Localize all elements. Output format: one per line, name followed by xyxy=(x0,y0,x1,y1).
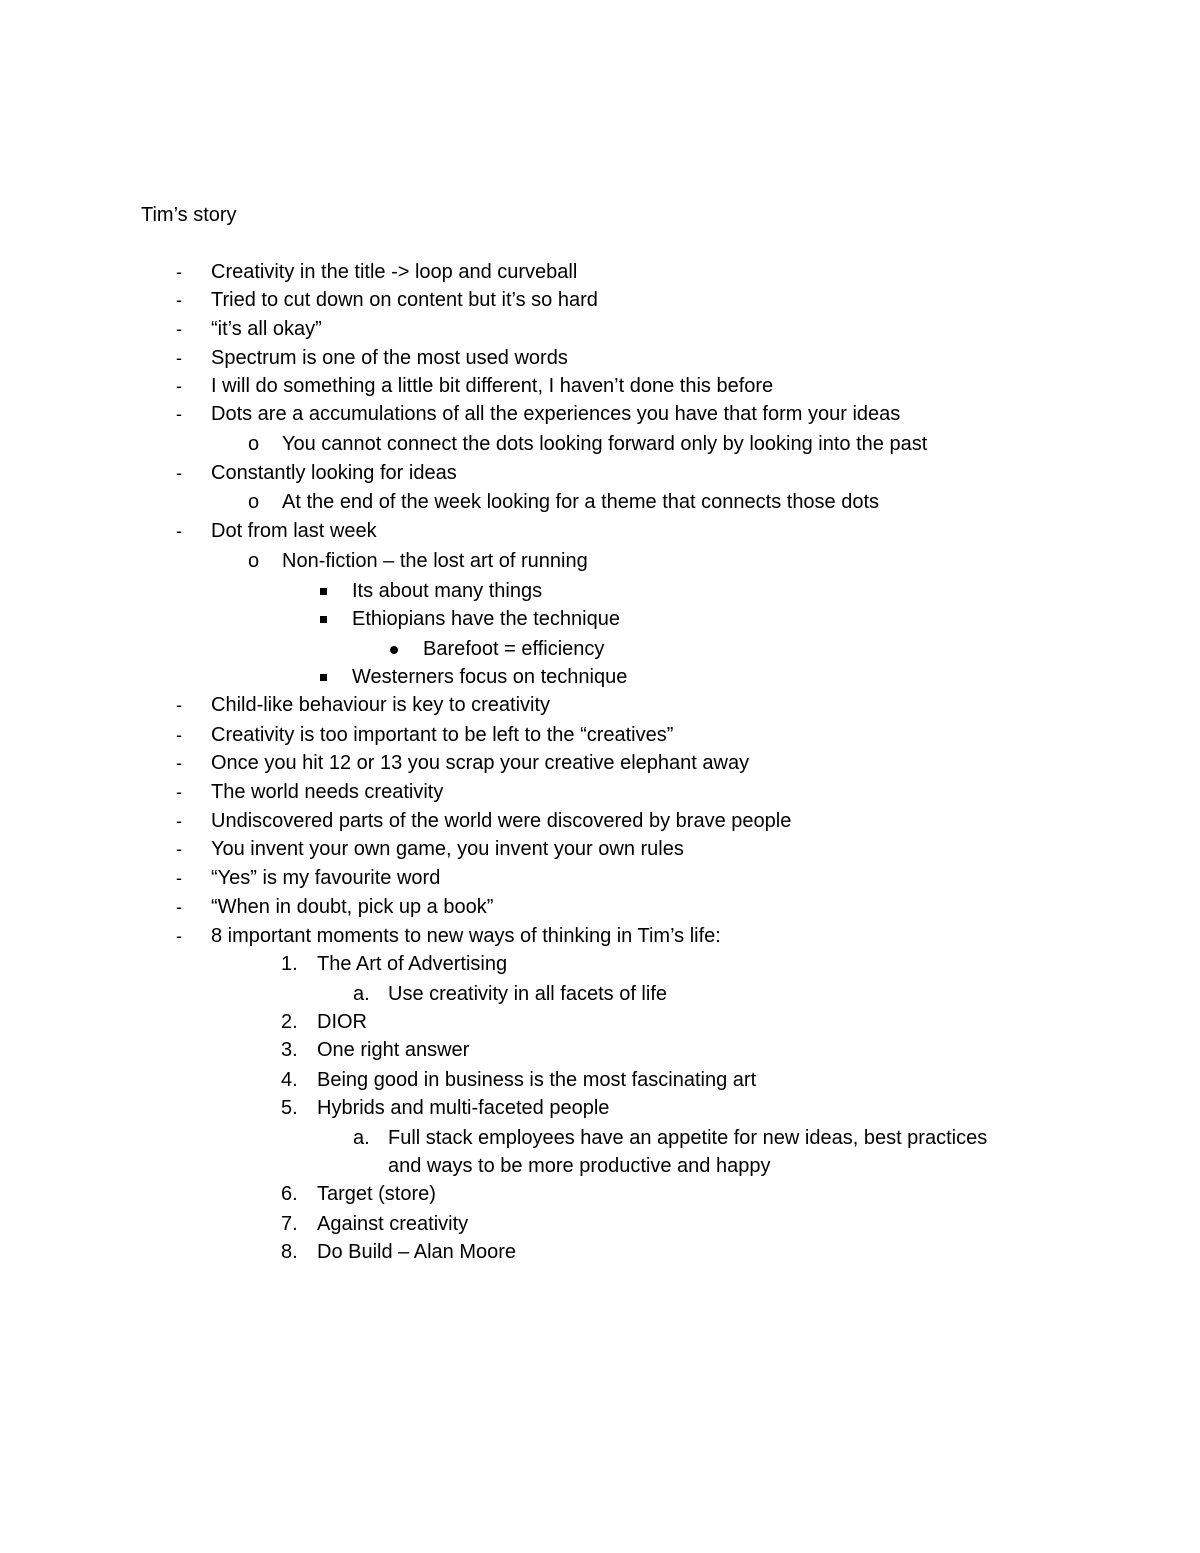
letter-marker: a. xyxy=(353,983,370,1005)
list-item-text: At the end of the week looking for a theme that connects those dots xyxy=(282,491,880,513)
dash-bullet: - xyxy=(176,926,182,946)
dash-bullet: - xyxy=(176,839,182,859)
list-item xyxy=(0,894,1200,922)
dash-bullet: - xyxy=(176,868,182,888)
list-item-text: Tried to cut down on content but it’s so hard xyxy=(211,289,598,311)
sub-sub-list-item xyxy=(0,578,1200,606)
lettered-item-continuation xyxy=(0,1153,1200,1181)
list-item-text: The Art of Advertising xyxy=(317,953,508,975)
list-item-text: Against creativity xyxy=(317,1213,469,1235)
dash-bullet: - xyxy=(176,376,182,396)
list-item xyxy=(0,750,1200,778)
list-item-text: Target (store) xyxy=(317,1183,436,1205)
numbered-item xyxy=(0,951,1200,979)
dash-bullet: - xyxy=(176,290,182,310)
sub-sub-list-item xyxy=(0,664,1200,692)
document-title: Tim’s story xyxy=(141,204,237,226)
list-item-text: Full stack employees have an appetite for new ideas, best practices xyxy=(388,1127,988,1149)
lettered-item xyxy=(0,1125,1200,1153)
lettered-item xyxy=(0,981,1200,1009)
list-item-text: DIOR xyxy=(317,1011,367,1033)
numbered-item xyxy=(0,1181,1200,1209)
sub-list-item xyxy=(0,431,1200,459)
list-item-text: I will do something a little bit different, I haven’t done this before xyxy=(211,375,774,397)
number-marker: 8. xyxy=(281,1241,298,1263)
sub-list-item xyxy=(0,548,1200,576)
list-item-text: Spectrum is one of the most used words xyxy=(211,347,568,369)
number-marker: 3. xyxy=(281,1039,298,1061)
list-item xyxy=(0,316,1200,344)
dash-bullet: - xyxy=(176,725,182,745)
dot-bullet xyxy=(390,646,398,654)
sub-list-item xyxy=(0,489,1200,517)
list-item-text: Creativity is too important to be left to the “creatives” xyxy=(211,724,674,746)
list-item-text: “When in doubt, pick up a book” xyxy=(211,896,494,918)
list-item xyxy=(0,287,1200,315)
list-item xyxy=(0,518,1200,546)
list-item-text: Use creativity in all facets of life xyxy=(388,983,667,1005)
numbered-item xyxy=(0,1239,1200,1267)
dash-bullet: - xyxy=(176,521,182,541)
list-item-text: Once you hit 12 or 13 you scrap your creative elephant away xyxy=(211,752,750,774)
dash-bullet: - xyxy=(176,404,182,424)
list-item-text: You invent your own game, you invent your own rules xyxy=(211,838,684,860)
number-marker: 4. xyxy=(281,1069,298,1091)
numbered-item xyxy=(0,1211,1200,1239)
list-item xyxy=(0,373,1200,401)
list-item-text: “it’s all okay” xyxy=(211,318,322,340)
list-item xyxy=(0,808,1200,836)
numbered-item xyxy=(0,1095,1200,1123)
number-marker: 6. xyxy=(281,1183,298,1205)
list-item xyxy=(0,836,1200,864)
list-item xyxy=(0,259,1200,287)
dash-bullet: - xyxy=(176,753,182,773)
list-item-text: Constantly looking for ideas xyxy=(211,462,457,484)
dash-bullet: - xyxy=(176,695,182,715)
circle-bullet: o xyxy=(248,491,260,513)
list-item xyxy=(0,345,1200,373)
square-bullet xyxy=(320,616,327,623)
list-item-text: The world needs creativity xyxy=(211,781,444,803)
dash-bullet: - xyxy=(176,262,182,282)
number-marker: 1. xyxy=(281,953,298,975)
list-item-text: Do Build – Alan Moore xyxy=(317,1241,517,1263)
list-item-text: 8 important moments to new ways of thinking in Tim’s life: xyxy=(211,925,721,947)
dash-bullet: - xyxy=(176,811,182,831)
dash-bullet: - xyxy=(176,463,182,483)
dash-bullet: - xyxy=(176,897,182,917)
list-item-text: Westerners focus on technique xyxy=(352,666,628,688)
dash-bullet: - xyxy=(176,348,182,368)
list-item-text: Ethiopians have the technique xyxy=(352,608,620,630)
number-marker: 5. xyxy=(281,1097,298,1119)
list-item xyxy=(0,722,1200,750)
list-item xyxy=(0,923,1200,951)
square-bullet xyxy=(320,674,327,681)
circle-bullet: o xyxy=(248,433,260,455)
list-item xyxy=(0,692,1200,720)
list-item-text: Barefoot = efficiency xyxy=(423,638,605,660)
circle-bullet: o xyxy=(248,550,260,572)
number-marker: 2. xyxy=(281,1011,298,1033)
numbered-item xyxy=(0,1037,1200,1065)
list-item-text: Hybrids and multi-faceted people xyxy=(317,1097,610,1119)
list-item xyxy=(0,460,1200,488)
sub-sub-list-item xyxy=(0,606,1200,634)
numbered-item xyxy=(0,1009,1200,1037)
letter-marker: a. xyxy=(353,1127,370,1149)
list-item-text: Creativity in the title -> loop and curveball xyxy=(211,261,578,283)
list-item-text: One right answer xyxy=(317,1039,470,1061)
list-item-text: and ways to be more productive and happy xyxy=(388,1155,771,1177)
list-item-text: Dot from last week xyxy=(211,520,377,542)
sub-sub-sub-list-item xyxy=(0,636,1200,664)
list-item xyxy=(0,779,1200,807)
list-item-text: Undiscovered parts of the world were discovered by brave people xyxy=(211,810,792,832)
list-item-text: Non-fiction – the lost art of running xyxy=(282,550,588,572)
list-item xyxy=(0,401,1200,429)
list-item xyxy=(0,865,1200,893)
square-bullet xyxy=(320,588,327,595)
dash-bullet: - xyxy=(176,782,182,802)
list-item-text: “Yes” is my favourite word xyxy=(211,867,441,889)
list-item-text: Child-like behaviour is key to creativity xyxy=(211,694,551,716)
list-item-text: Being good in business is the most fascinating art xyxy=(317,1069,757,1091)
numbered-item xyxy=(0,1067,1200,1095)
list-item-text: You cannot connect the dots looking forward only by looking into the past xyxy=(282,433,928,455)
dash-bullet: - xyxy=(176,319,182,339)
list-item-text: Its about many things xyxy=(352,580,543,602)
list-item-text: Dots are a accumulations of all the experiences you have that form your ideas xyxy=(211,403,901,425)
number-marker: 7. xyxy=(281,1213,298,1235)
